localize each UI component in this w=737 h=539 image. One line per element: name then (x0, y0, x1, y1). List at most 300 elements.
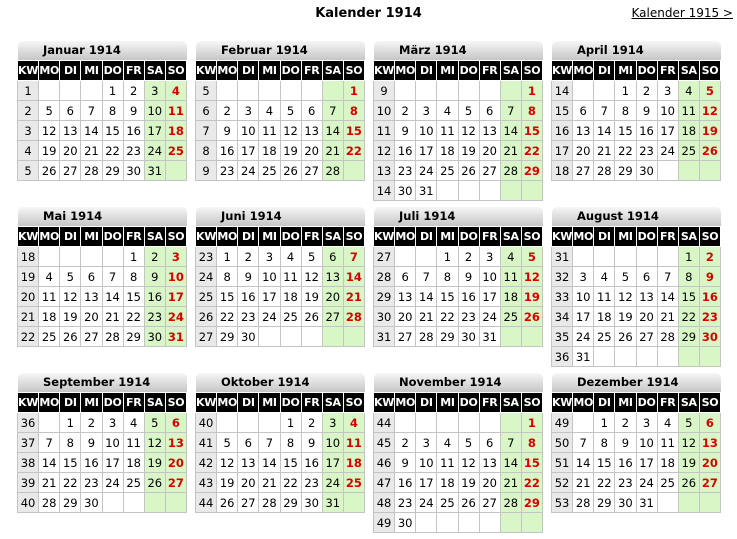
day-cell: 30 (395, 513, 416, 533)
weekday-header: SO (343, 227, 364, 247)
week-row (18, 101, 187, 121)
week-row (552, 453, 721, 473)
day-cell: 20 (238, 473, 259, 493)
day-cell: 27 (301, 161, 322, 181)
weekday-header: DI (416, 61, 437, 81)
month-calendar (195, 41, 365, 181)
day-cell (416, 247, 437, 267)
day-cell: 19 (521, 287, 542, 307)
week-number: 37 (18, 433, 39, 453)
week-row (18, 413, 187, 433)
weekday-header: DO (458, 393, 479, 413)
day-cell: 7 (500, 433, 521, 453)
day-cell: 1 (594, 413, 615, 433)
day-cell (238, 413, 259, 433)
weekday-header: DI (60, 227, 81, 247)
month-table (373, 392, 543, 533)
day-cell: 2 (217, 101, 238, 121)
day-cell: 11 (500, 267, 521, 287)
day-cell (165, 161, 186, 181)
week-row (196, 413, 365, 433)
day-cell: 20 (322, 287, 343, 307)
day-cell (678, 347, 699, 367)
day-cell: 19 (39, 141, 60, 161)
day-cell: 18 (657, 453, 678, 473)
weekday-header: KW (374, 227, 395, 247)
weekday-header: SA (144, 227, 165, 247)
weekday-header: FR (123, 61, 144, 81)
week-row (552, 413, 721, 433)
day-cell: 27 (60, 161, 81, 181)
weekday-header: MI (615, 227, 636, 247)
weekday-header: MI (615, 393, 636, 413)
month-title: April 1914 (552, 41, 721, 60)
weekday-header: SA (144, 61, 165, 81)
month-table (17, 60, 187, 181)
day-cell: 7 (416, 267, 437, 287)
day-cell: 22 (60, 473, 81, 493)
month-title: Mai 1914 (18, 207, 187, 226)
week-row (552, 493, 721, 513)
day-cell (699, 347, 720, 367)
day-cell: 7 (500, 101, 521, 121)
weekday-header: SA (500, 393, 521, 413)
day-cell: 16 (458, 287, 479, 307)
day-cell: 19 (280, 141, 301, 161)
week-number: 34 (552, 307, 573, 327)
day-cell: 14 (500, 453, 521, 473)
day-cell: 15 (280, 453, 301, 473)
week-row (552, 121, 721, 141)
month-calendar (551, 207, 721, 367)
week-number: 42 (196, 453, 217, 473)
day-cell: 30 (144, 327, 165, 347)
month-table (17, 226, 187, 347)
weekday-header-row (196, 227, 365, 247)
week-row (552, 161, 721, 181)
day-cell (615, 247, 636, 267)
day-cell (165, 493, 186, 513)
day-cell: 5 (280, 101, 301, 121)
week-row (552, 287, 721, 307)
week-number: 23 (196, 247, 217, 267)
day-cell: 6 (165, 413, 186, 433)
week-number: 36 (18, 413, 39, 433)
weekday-header: DO (102, 393, 123, 413)
month-table (195, 392, 365, 513)
day-cell: 4 (39, 267, 60, 287)
weekday-header: DO (636, 61, 657, 81)
day-cell: 3 (479, 247, 500, 267)
day-cell (479, 513, 500, 533)
month-title: August 1914 (552, 207, 721, 226)
week-number: 29 (374, 287, 395, 307)
day-cell: 9 (395, 121, 416, 141)
weekday-header: DI (416, 393, 437, 413)
day-cell (60, 247, 81, 267)
day-cell: 17 (416, 141, 437, 161)
week-number: 22 (18, 327, 39, 347)
week-number: 5 (18, 161, 39, 181)
week-row (374, 81, 543, 101)
week-row (374, 493, 543, 513)
day-cell: 28 (500, 161, 521, 181)
day-cell (500, 81, 521, 101)
day-cell: 9 (699, 267, 720, 287)
week-row (374, 141, 543, 161)
day-cell (458, 181, 479, 201)
day-cell: 11 (657, 433, 678, 453)
day-cell: 17 (573, 307, 594, 327)
weekday-header: MI (81, 227, 102, 247)
week-number: 27 (196, 327, 217, 347)
day-cell: 13 (573, 121, 594, 141)
day-cell (238, 81, 259, 101)
day-cell: 2 (699, 247, 720, 267)
weekday-header: SA (678, 227, 699, 247)
day-cell: 28 (416, 327, 437, 347)
weekday-header-row (196, 393, 365, 413)
month-calendar (551, 41, 721, 181)
day-cell: 19 (458, 141, 479, 161)
day-cell: 6 (573, 101, 594, 121)
day-cell: 7 (657, 267, 678, 287)
weekday-header: MI (81, 393, 102, 413)
day-cell: 29 (437, 327, 458, 347)
day-cell: 16 (395, 473, 416, 493)
week-number: 50 (552, 433, 573, 453)
week-row (18, 327, 187, 347)
week-row (196, 267, 365, 287)
week-number: 18 (552, 161, 573, 181)
week-row (374, 473, 543, 493)
weekday-header: MO (217, 393, 238, 413)
week-number: 35 (552, 327, 573, 347)
day-cell: 25 (343, 473, 364, 493)
weekday-header: MI (437, 61, 458, 81)
day-cell: 28 (259, 493, 280, 513)
day-cell: 2 (144, 247, 165, 267)
day-cell: 12 (678, 433, 699, 453)
week-number: 24 (196, 267, 217, 287)
weekday-header: KW (196, 61, 217, 81)
weekday-header: DO (102, 227, 123, 247)
week-row (18, 493, 187, 513)
week-row (196, 81, 365, 101)
month-title: März 1914 (374, 41, 543, 60)
day-cell: 3 (144, 81, 165, 101)
day-cell: 20 (395, 307, 416, 327)
day-cell: 11 (123, 433, 144, 453)
day-cell (479, 413, 500, 433)
day-cell: 31 (322, 493, 343, 513)
day-cell: 23 (123, 141, 144, 161)
day-cell: 23 (301, 473, 322, 493)
weekday-header: SA (322, 61, 343, 81)
day-cell: 23 (699, 307, 720, 327)
day-cell: 11 (594, 287, 615, 307)
day-cell: 25 (259, 161, 280, 181)
day-cell: 1 (217, 247, 238, 267)
day-cell: 22 (343, 141, 364, 161)
day-cell: 22 (102, 141, 123, 161)
day-cell: 29 (521, 161, 542, 181)
day-cell (280, 327, 301, 347)
day-cell: 18 (123, 453, 144, 473)
day-cell: 25 (500, 307, 521, 327)
day-cell: 22 (123, 307, 144, 327)
day-cell: 13 (81, 287, 102, 307)
day-cell (678, 161, 699, 181)
day-cell (343, 493, 364, 513)
week-number: 40 (196, 413, 217, 433)
week-number: 9 (196, 161, 217, 181)
month-table (373, 60, 543, 201)
day-cell: 26 (217, 493, 238, 513)
weekday-header: SO (699, 393, 720, 413)
day-cell: 26 (458, 493, 479, 513)
weekday-header: FR (657, 393, 678, 413)
day-cell: 7 (322, 101, 343, 121)
week-row (196, 287, 365, 307)
day-cell: 10 (657, 101, 678, 121)
day-cell: 11 (280, 267, 301, 287)
weekday-header: DO (636, 393, 657, 413)
day-cell: 15 (521, 121, 542, 141)
day-cell: 2 (395, 101, 416, 121)
day-cell: 24 (416, 493, 437, 513)
day-cell: 19 (217, 473, 238, 493)
week-row (196, 473, 365, 493)
week-number: 49 (552, 413, 573, 433)
week-row (374, 161, 543, 181)
day-cell: 5 (521, 247, 542, 267)
day-cell (395, 81, 416, 101)
week-number: 51 (552, 453, 573, 473)
day-cell: 4 (437, 101, 458, 121)
day-cell (259, 413, 280, 433)
weekday-header: DI (594, 61, 615, 81)
day-cell: 14 (416, 287, 437, 307)
day-cell: 8 (594, 433, 615, 453)
weekday-header: SO (165, 393, 186, 413)
day-cell: 12 (280, 121, 301, 141)
day-cell: 27 (238, 493, 259, 513)
weekday-header: MI (615, 61, 636, 81)
day-cell: 17 (102, 453, 123, 473)
day-cell: 24 (657, 141, 678, 161)
weekday-header: FR (479, 393, 500, 413)
day-cell: 21 (594, 141, 615, 161)
day-cell: 9 (238, 267, 259, 287)
weekday-header: SA (322, 393, 343, 413)
weekday-header: FR (301, 61, 322, 81)
day-cell: 22 (217, 307, 238, 327)
day-cell: 30 (81, 493, 102, 513)
month-table (17, 392, 187, 513)
day-cell: 18 (165, 121, 186, 141)
day-cell: 9 (123, 101, 144, 121)
weekday-header: SO (521, 227, 542, 247)
week-row (374, 247, 543, 267)
week-row (552, 267, 721, 287)
week-row (374, 307, 543, 327)
weekday-header: KW (196, 227, 217, 247)
day-cell: 17 (657, 121, 678, 141)
day-cell (500, 513, 521, 533)
day-cell: 14 (81, 121, 102, 141)
month-table (551, 226, 721, 367)
day-cell (458, 81, 479, 101)
weekday-header: SO (343, 393, 364, 413)
weekday-header: KW (552, 61, 573, 81)
day-cell: 28 (594, 161, 615, 181)
week-number: 19 (18, 267, 39, 287)
weekday-header: SO (699, 227, 720, 247)
day-cell: 10 (238, 121, 259, 141)
weekday-header: MO (39, 227, 60, 247)
day-cell: 13 (395, 287, 416, 307)
day-cell (81, 247, 102, 267)
week-row (196, 327, 365, 347)
weekday-header: SO (521, 393, 542, 413)
day-cell: 12 (60, 287, 81, 307)
day-cell: 12 (144, 433, 165, 453)
day-cell (437, 413, 458, 433)
day-cell: 25 (678, 141, 699, 161)
weekday-header: MI (437, 227, 458, 247)
day-cell (521, 181, 542, 201)
weekday-header-row (374, 227, 543, 247)
weekday-header: SA (678, 61, 699, 81)
next-year-link[interactable]: Kalender 1915 > (631, 6, 733, 20)
day-cell: 20 (573, 141, 594, 161)
day-cell: 31 (144, 161, 165, 181)
day-cell: 15 (343, 121, 364, 141)
day-cell: 24 (322, 473, 343, 493)
day-cell: 16 (615, 453, 636, 473)
day-cell: 31 (165, 327, 186, 347)
day-cell: 22 (437, 307, 458, 327)
day-cell: 24 (259, 307, 280, 327)
day-cell (39, 81, 60, 101)
week-number: 12 (374, 141, 395, 161)
weekday-header: MO (395, 61, 416, 81)
week-row (552, 247, 721, 267)
weekday-header: FR (123, 227, 144, 247)
day-cell: 8 (280, 433, 301, 453)
day-cell: 11 (678, 101, 699, 121)
day-cell: 15 (594, 453, 615, 473)
weekday-header: KW (18, 393, 39, 413)
day-cell (60, 81, 81, 101)
day-cell: 27 (322, 307, 343, 327)
day-cell: 25 (437, 161, 458, 181)
day-cell: 14 (657, 287, 678, 307)
day-cell: 26 (39, 161, 60, 181)
week-row (552, 141, 721, 161)
day-cell: 15 (615, 121, 636, 141)
day-cell: 9 (395, 453, 416, 473)
weekday-header: DI (238, 227, 259, 247)
weekday-header: MI (259, 393, 280, 413)
day-cell: 10 (144, 101, 165, 121)
day-cell: 24 (144, 141, 165, 161)
day-cell (81, 81, 102, 101)
day-cell: 8 (437, 267, 458, 287)
day-cell: 1 (615, 81, 636, 101)
month-calendar (195, 207, 365, 347)
month-table (195, 226, 365, 347)
weekday-header: DI (594, 227, 615, 247)
day-cell: 11 (165, 101, 186, 121)
week-number: 44 (196, 493, 217, 513)
day-cell (123, 493, 144, 513)
day-cell: 18 (39, 307, 60, 327)
day-cell: 21 (102, 307, 123, 327)
week-number: 49 (374, 513, 395, 533)
week-row (374, 433, 543, 453)
day-cell: 3 (573, 267, 594, 287)
week-row (18, 247, 187, 267)
day-cell: 3 (238, 101, 259, 121)
day-cell (217, 413, 238, 433)
week-row (196, 433, 365, 453)
day-cell: 14 (573, 453, 594, 473)
day-cell: 29 (594, 493, 615, 513)
day-cell: 4 (259, 101, 280, 121)
week-number: 25 (196, 287, 217, 307)
day-cell: 29 (60, 493, 81, 513)
weekday-header: MI (259, 61, 280, 81)
day-cell: 2 (636, 81, 657, 101)
day-cell: 28 (343, 307, 364, 327)
day-cell: 12 (699, 101, 720, 121)
day-cell: 28 (500, 493, 521, 513)
month-table (195, 60, 365, 181)
day-cell: 30 (615, 493, 636, 513)
day-cell (102, 493, 123, 513)
day-cell: 2 (81, 413, 102, 433)
day-cell: 9 (217, 121, 238, 141)
month-title: Oktober 1914 (196, 373, 365, 392)
weekday-header: DO (280, 393, 301, 413)
day-cell: 3 (416, 433, 437, 453)
weekday-header-row (18, 393, 187, 413)
day-cell: 13 (479, 453, 500, 473)
day-cell: 26 (280, 161, 301, 181)
day-cell (437, 81, 458, 101)
day-cell: 4 (657, 413, 678, 433)
weekday-header: DI (416, 227, 437, 247)
day-cell: 6 (395, 267, 416, 287)
day-cell: 19 (458, 473, 479, 493)
week-row (196, 121, 365, 141)
day-cell: 4 (343, 413, 364, 433)
day-cell: 14 (259, 453, 280, 473)
weekday-header: DO (636, 227, 657, 247)
day-cell (458, 413, 479, 433)
day-cell (573, 81, 594, 101)
day-cell: 19 (144, 453, 165, 473)
week-number: 48 (374, 493, 395, 513)
week-number: 9 (374, 81, 395, 101)
day-cell: 1 (343, 81, 364, 101)
weekday-header: FR (657, 61, 678, 81)
day-cell: 18 (500, 287, 521, 307)
week-row (18, 433, 187, 453)
day-cell: 24 (102, 473, 123, 493)
